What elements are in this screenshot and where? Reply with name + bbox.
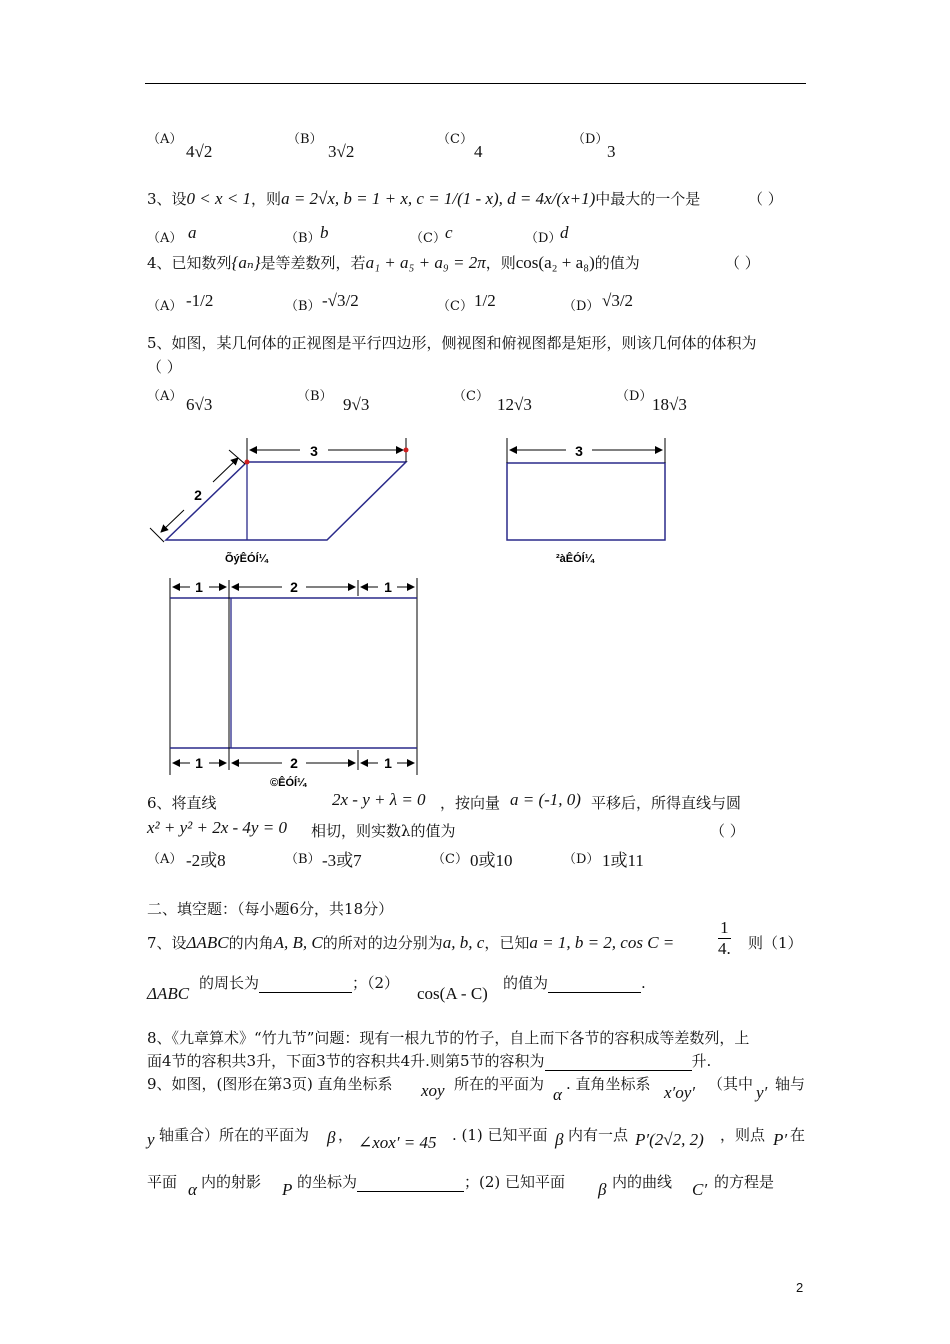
q9-p-prime: P′: [773, 1130, 788, 1149]
q4-option-b-label: （B）: [285, 299, 321, 314]
q7-line-1: [147, 932, 674, 953]
q2-option-b-value: 3√2: [328, 142, 355, 161]
q9-y-prime: y′: [756, 1083, 768, 1102]
q6-mid: ，按向量: [440, 794, 501, 812]
front-view-caption: ÕýÊÓÍ¼: [225, 553, 268, 565]
q7-fraction-denominator: 4.: [718, 939, 731, 958]
q7-text-3: ，已知: [484, 934, 530, 952]
q6-mid2: 平移后，所得直线与圆: [591, 794, 742, 812]
q9-text-1a: 9、如图，(图形在第3页) 直角坐标系: [147, 1075, 393, 1093]
q3-option-d-value: d: [560, 223, 569, 242]
q3-prefix: 3、设: [147, 190, 187, 208]
q3-tail: 中最大的一个是: [595, 190, 701, 208]
q8-line-2: 面4节的容积共3升，下面3节的容积共4升.则第5节的容积为: [147, 1052, 545, 1070]
q3-option-a-label: （A）: [147, 231, 183, 246]
q7-text-5: 的周长为: [199, 974, 260, 992]
q9-text-1c: . 直角坐标系: [566, 1075, 651, 1093]
q7-triangle-2: ΔABC: [147, 984, 190, 1003]
q7-fraction: [718, 918, 731, 959]
q9-xoy: xoy: [421, 1081, 445, 1100]
q4-prefix: 4、已知数列: [147, 254, 232, 272]
q6-option-b-label: （B）: [285, 852, 321, 867]
q6-option-b-value: -3或7: [322, 851, 362, 870]
q5-answer-paren: （ ）: [147, 358, 182, 376]
q9-text-2c: 内有一点: [568, 1126, 629, 1144]
side-view-caption: ²àÊÓÍ¼: [556, 553, 594, 565]
q9-alpha: α: [553, 1085, 562, 1104]
top-view-caption: ©ÊÓÍ¼: [270, 777, 307, 789]
q9-line-3-wrap: [297, 1171, 565, 1192]
section-heading: 二、填空题：（每小题6分，共18分）: [147, 900, 394, 918]
q3-answer-paren: （ ）: [748, 190, 783, 208]
side-view: [507, 438, 665, 565]
q3-option-c-value: c: [445, 223, 453, 242]
q7-triangle: ΔABC: [186, 933, 229, 952]
q7-text-4: 则（1）: [748, 934, 803, 952]
front-view-parallelogram: [166, 462, 406, 540]
q7-answer-blank-2[interactable]: [548, 976, 641, 993]
q9-y: y: [147, 1130, 155, 1149]
q9-p: P: [282, 1180, 293, 1199]
top-view-dim-top-1: 1: [195, 579, 203, 595]
q6-option-d-value: 1或11: [602, 851, 644, 870]
q9-text-3a: 平面: [147, 1173, 178, 1191]
q9-beta-2: β: [555, 1130, 564, 1149]
q6-option-d-label: （D）: [563, 852, 600, 867]
top-view-dim-bottom-3: 1: [384, 755, 392, 771]
q4-option-c-label: （C）: [437, 299, 473, 314]
q4-answer-paren: （ ）: [725, 254, 760, 272]
q3-option-b-value: b: [320, 223, 329, 242]
q9-angle: ∠xox′ = 45: [358, 1133, 437, 1152]
q2-option-c-label: （C）: [437, 132, 473, 147]
q5-text: 5、如图，某几何体的正视图是平行四边形，侧视图和俯视图都是矩形，则该几何体的体积为: [147, 334, 757, 352]
front-view-dim-2: 2: [194, 487, 202, 503]
q8-unit: 升.: [691, 1052, 712, 1070]
q9-beta-1: β: [327, 1128, 336, 1147]
q7-text-2: 的所对的边分别为: [322, 934, 443, 952]
q7-line-2b: [503, 972, 646, 993]
q6-option-a-label: （A）: [147, 852, 183, 867]
q5-option-a-label: （A）: [147, 389, 183, 404]
q5-option-c-value: 12√3: [497, 395, 532, 414]
q9-xoy-prime: x′oy′: [664, 1083, 696, 1102]
q9-text-3d: ；(2) 已知平面: [464, 1173, 566, 1191]
q5-option-c-label: （C）: [453, 389, 489, 404]
top-view-dim-bottom-1: 1: [195, 755, 203, 771]
q9-comma: ，: [338, 1126, 354, 1144]
q3-condition: 0 < x < 1: [186, 189, 252, 208]
q9-text-3e: 内的曲线: [612, 1173, 673, 1191]
q5-option-d-label: （D）: [616, 389, 653, 404]
q7-angles: A, B, C: [273, 933, 323, 952]
q6-tail: 相切，则实数λ的值为: [311, 822, 456, 840]
side-view-rectangle: [507, 463, 665, 540]
q2-option-d-label: （D）: [572, 132, 609, 147]
q6-line-equation: 2x - y + λ = 0: [332, 790, 426, 809]
q8-line-2-wrap: [147, 1050, 711, 1071]
q6-option-a-value: -2或8: [186, 851, 226, 870]
q9-text-3b: 内的射影: [201, 1173, 262, 1191]
q4-eq: a₁ + a₅ + a₉ = 2π: [365, 253, 486, 272]
q4-option-a-label: （A）: [147, 299, 183, 314]
q9-text-1d: （其中: [708, 1075, 754, 1093]
q2-option-b-label: （B）: [287, 132, 323, 147]
q9-text-2b: . (1) 已知平面: [452, 1126, 548, 1144]
q6-option-c-label: （C）: [432, 852, 468, 867]
q5-option-d-value: 18√3: [652, 395, 687, 414]
top-view: [170, 578, 417, 789]
q2-option-d-value: 3: [607, 142, 616, 161]
q9-alpha-2: α: [188, 1180, 197, 1199]
q9-text-2e: 在: [790, 1126, 806, 1144]
q4-option-d-value: √3/2: [602, 291, 634, 310]
q9-text-1e: 轴与: [775, 1075, 806, 1093]
q9-text-1b: 所在的平面为: [454, 1075, 545, 1093]
q8-line-1: 8、《九章算术》“竹九节”问题：现有一根九节的竹子，自上而下各节的容积成等差数列，上: [147, 1029, 750, 1047]
q7-text-7: 的值为: [503, 974, 549, 992]
q4-option-a-value: -1/2: [186, 291, 214, 310]
front-view: [150, 438, 409, 565]
q6-answer-paren: （ ）: [710, 822, 745, 840]
page-number: 2: [796, 1280, 804, 1295]
q9-text-3f: 的方程是: [714, 1173, 775, 1191]
q2-option-a-value: 4√2: [186, 142, 213, 161]
q5-option-b-label: （B）: [297, 389, 333, 404]
q4-option-b-value: -√3/2: [322, 291, 359, 310]
q3-option-b-label: （B）: [285, 231, 321, 246]
q6-vector: a = (-1, 0): [510, 790, 581, 809]
q9-text-2a: 轴重合）所在的平面为: [159, 1126, 310, 1144]
q6-option-c-value: 0或10: [470, 851, 513, 870]
top-view-dim-bottom-2: 2: [290, 755, 298, 771]
q7-line-2: [199, 972, 399, 993]
q8-answer-blank[interactable]: [545, 1054, 692, 1071]
q7-sides: a, b, c: [442, 933, 485, 952]
q9-text-3c: 的坐标为: [297, 1173, 358, 1191]
q4-seq: {aₙ}: [231, 253, 261, 272]
front-view-dim-3: 3: [310, 443, 318, 459]
q4-option-c-value: 1/2: [474, 291, 496, 310]
q7-end: .: [641, 974, 646, 992]
q9-text-2d: ，则点: [720, 1126, 766, 1144]
q2-option-a-label: （A）: [147, 132, 183, 147]
q5-option-b-value: 9√3: [343, 395, 370, 414]
q7-given: a = 1, b = 2, cos C =: [529, 933, 675, 952]
q7-text-1: 的内角: [228, 934, 274, 952]
q4-then: ，则: [485, 254, 516, 272]
q7-expression-2: cos(A - C): [417, 984, 488, 1003]
q4-target: cos(a₂ + a₈): [515, 253, 595, 272]
q3-expression: a = 2√x, b = 1 + x, c = 1/(1 - x), d = 4x/(x+1): [281, 189, 596, 208]
side-view-dim-3: 3: [575, 443, 583, 459]
q6-circle-equation: x² + y² + 2x - 4y = 0: [147, 818, 287, 837]
q7-answer-blank-1[interactable]: [259, 976, 352, 993]
q9-beta-3: β: [598, 1180, 607, 1199]
q4-option-d-label: （D）: [563, 299, 600, 314]
q3-then: ，则: [251, 190, 282, 208]
q3-option-c-label: （C）: [410, 231, 446, 246]
q7-text-6: ；（2）: [352, 974, 400, 992]
q4-mid: 是等差数列，若: [260, 254, 366, 272]
q7-prefix: 7、设: [147, 934, 187, 952]
q3-option-d-label: （D）: [525, 231, 562, 246]
q7-fraction-numerator: 1: [718, 918, 731, 939]
q9-c-prime: C′: [692, 1180, 708, 1199]
q6-prefix: 6、将直线: [147, 794, 217, 812]
top-view-dim-top-2: 2: [290, 579, 298, 595]
q5-option-a-value: 6√3: [186, 395, 213, 414]
q3-option-a-value: a: [188, 223, 197, 242]
top-view-dim-top-3: 1: [384, 579, 392, 595]
q4-tail: 的值为: [594, 254, 640, 272]
q9-point-p-prime: P′(2√2, 2): [635, 1130, 704, 1149]
q2-option-c-value: 4: [474, 142, 483, 161]
q9-answer-blank[interactable]: [357, 1175, 464, 1192]
